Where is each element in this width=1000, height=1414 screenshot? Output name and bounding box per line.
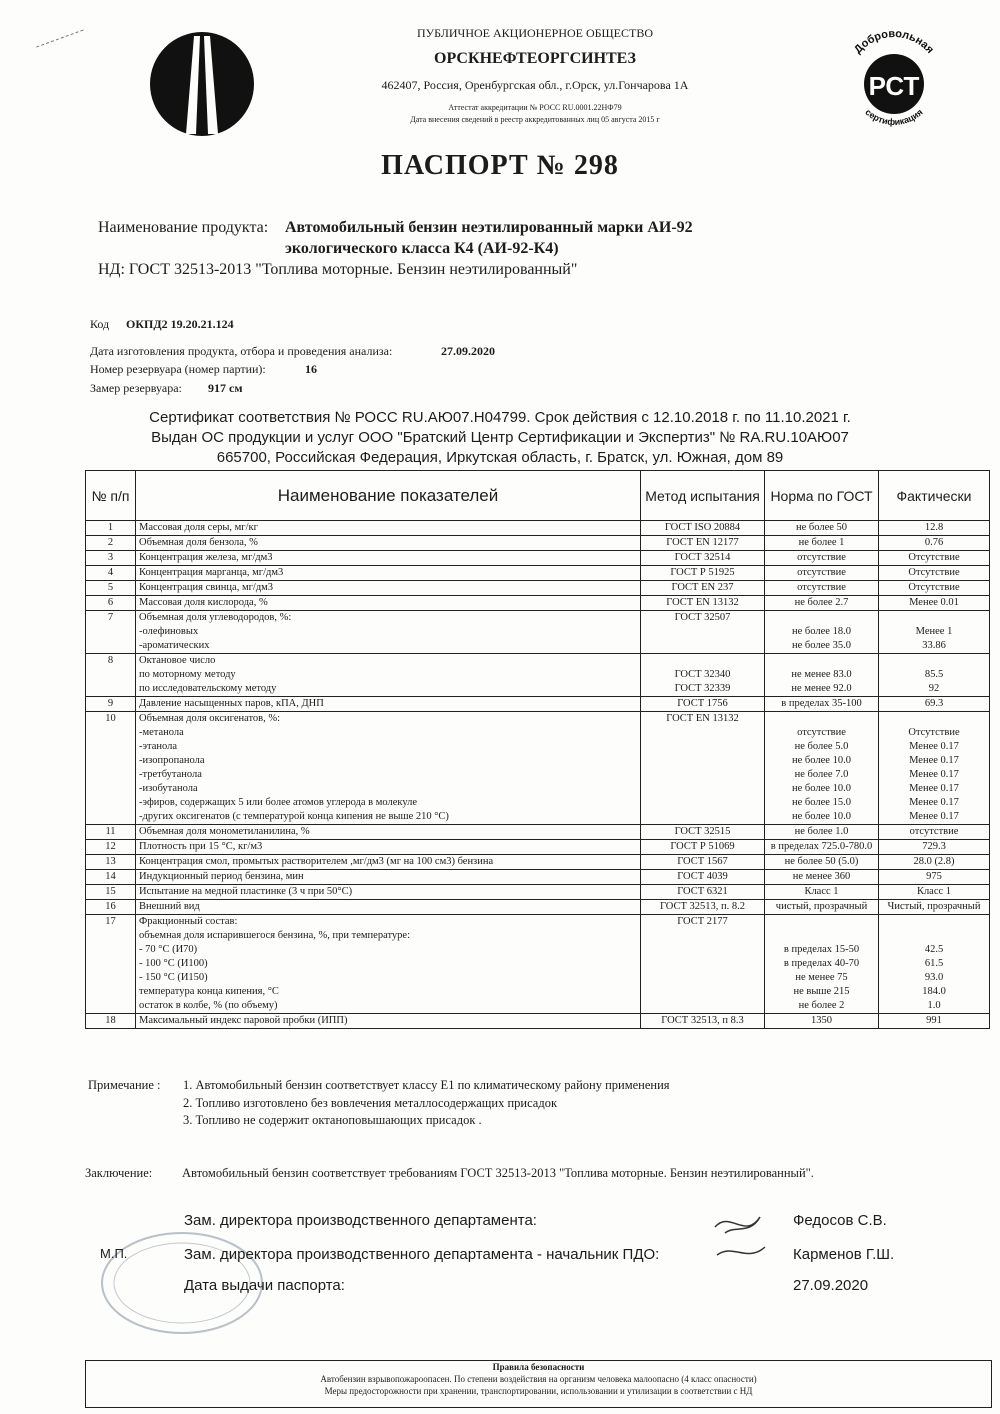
row-actual: Отсутствие Менее 0.17 Менее 0.17 Менее 0.17 Менее 0.17 Менее 0.17 Менее 0.17 [879, 712, 990, 825]
certification-logo [835, 22, 953, 140]
row-norm: в пределах 725.0-780.0 [765, 840, 879, 855]
row-actual: Менее 0.01 [879, 596, 990, 611]
row-norm: не более 18.0 не более 35.0 [765, 611, 879, 654]
table-row [86, 1014, 990, 1029]
row-num: 5 [86, 581, 136, 596]
conclusion-label: Заключение: [85, 1166, 153, 1180]
row-method: ГОСТ 6321 [641, 885, 765, 900]
header-num: № п/п [86, 471, 136, 521]
row-name: Внешний вид [136, 900, 641, 915]
cert-logo-mark: РСТ [868, 71, 920, 101]
date-value: 27.09.2020 [441, 344, 495, 358]
product-label: Наименование продукта: [98, 219, 269, 236]
row-actual: Менее 1 33.86 [879, 611, 990, 654]
safety-title: Правила безопасности [492, 1362, 585, 1372]
header-name: Наименование показателей [136, 471, 641, 521]
tank-label: Номер резервуара (номер партии): [90, 362, 266, 376]
cert-logo-top-text: Добровольная [852, 27, 937, 57]
row-norm: не более 1 [765, 536, 879, 551]
row-num: 12 [86, 840, 136, 855]
note-2: 2. Топливо изготовлено без вовлечения металлосодержащих присадок [183, 1096, 558, 1110]
note-3: 3. Топливо не содержит октаноповышающих присадок . [183, 1113, 482, 1127]
row-norm: 1350 [765, 1014, 879, 1029]
row-actual: 85.5 92 [879, 654, 990, 697]
row-actual: 42.5 61.5 93.0 184.0 1.0 [879, 915, 990, 1014]
safety-line-2: Меры предосторожности при хранении, транспортировании, использовании и утилизации в соответствии с НД [324, 1386, 753, 1396]
row-method: ГОСТ 32513, п. 8.2 [641, 900, 765, 915]
table-row [86, 551, 990, 566]
row-num: 3 [86, 551, 136, 566]
table-row [86, 596, 990, 611]
pen-mark [36, 30, 84, 49]
row-method: ГОСТ EN 13132 [641, 596, 765, 611]
row-num: 4 [86, 566, 136, 581]
safety-box [85, 1360, 992, 1408]
signer-1-role: Зам. директора производственного департамента: [184, 1212, 537, 1229]
row-name: Концентрация свинца, мг/дм3 [136, 581, 641, 596]
row-method: ГОСТ Р 51925 [641, 566, 765, 581]
row-norm: не более 50 (5.0) [765, 855, 879, 870]
row-method: ГОСТ 32513, п 8.3 [641, 1014, 765, 1029]
table-row [86, 611, 990, 654]
row-num: 17 [86, 915, 136, 1014]
row-actual: 12.8 [879, 521, 990, 536]
row-method: ГОСТ EN 237 [641, 581, 765, 596]
row-name: Объемная доля бензола, % [136, 536, 641, 551]
row-num: 18 [86, 1014, 136, 1029]
handwritten-signature [705, 1205, 775, 1270]
safety-line-1: Автобензин взрывопожароопасен. По степени воздействия на организм человека малоопасно (4 класс опасности) [320, 1374, 757, 1384]
row-actual: 975 [879, 870, 990, 885]
table-row [86, 536, 990, 551]
date-label: Дата изготовления продукта, отбора и проведения анализа: [90, 344, 393, 358]
row-actual: Чистый, прозрачный [879, 900, 990, 915]
table-row [86, 855, 990, 870]
table-row [86, 697, 990, 712]
signer-2-role: Зам. директора производственного департамента - начальник ПДО: [184, 1246, 660, 1263]
row-method: ГОСТ Р 51069 [641, 840, 765, 855]
conclusion-text: Автомобильный бензин соответствует требованиям ГОСТ 32513-2013 "Топлива моторные. Бензин неэтилированный". [182, 1166, 814, 1180]
row-norm: отсутствие [765, 581, 879, 596]
row-name: Максимальный индекс паровой пробки (ИПП) [136, 1014, 641, 1029]
certificate-line-2: Выдан ОС продукции и услуг ООО "Братский Центр Сертификации и Экспертиз" № RA.RU.10АЮ07 [151, 429, 849, 446]
row-method: ГОСТ 1567 [641, 855, 765, 870]
notes-label: Примечание : [88, 1078, 161, 1092]
tank-value: 16 [305, 362, 317, 376]
row-method: ГОСТ 32507 [641, 611, 765, 654]
certificate-line-1: Сертификат соответствия № РОСС RU.АЮ07.Н04799. Срок действия с 12.10.2018 г. по 11.10.2021 г. [149, 409, 851, 426]
gauge-value: 917 см [208, 381, 243, 395]
table-row [86, 581, 990, 596]
passport-title: ПАСПОРТ № 298 [381, 150, 619, 181]
company-logo [148, 30, 256, 138]
row-norm: отсутствие не более 5.0 не более 10.0 не более 7.0 не более 10.0 не более 15.0 не более 10.0 [765, 712, 879, 825]
svg-text:Добровольная [852, 28, 936, 56]
signer-1-name: Федосов С.В. [793, 1212, 887, 1229]
row-norm: в пределах 15-50 в пределах 40-70 не менее 75 не выше 215 не более 2 [765, 915, 879, 1014]
row-actual: Класс 1 [879, 885, 990, 900]
header-method: Метод испытания [641, 471, 765, 521]
row-actual: 729.3 [879, 840, 990, 855]
row-norm: в пределах 35-100 [765, 697, 879, 712]
code-label: Код [90, 317, 110, 331]
code-value: ОКПД2 19.20.21.124 [126, 317, 234, 331]
row-num: 11 [86, 825, 136, 840]
issue-date-value: 27.09.2020 [793, 1277, 869, 1294]
row-method: ГОСТ ISO 20884 [641, 521, 765, 536]
row-norm: не более 2.7 [765, 596, 879, 611]
product-nd: НД: ГОСТ 32513-2013 "Топлива моторные. Бензин неэтилированный" [98, 261, 578, 278]
row-name: Фракционный состав: объемная доля испарившегося бензина, %, при температуре: - 70 °С (И70) - 100 °С (И100) - 150 °С (И150) температура конца кипения, °С остаток в колбе, % (по объему) [136, 915, 641, 1014]
row-method: ГОСТ 32340 ГОСТ 32339 [641, 654, 765, 697]
row-actual: 991 [879, 1014, 990, 1029]
row-actual: Отсутствие [879, 551, 990, 566]
table-row [86, 870, 990, 885]
row-name: Массовая доля кислорода, % [136, 596, 641, 611]
row-method: ГОСТ 1756 [641, 697, 765, 712]
product-name-2: экологического класса К4 (АИ-92-К4) [285, 240, 559, 257]
row-name: Индукционный период бензина, мин [136, 870, 641, 885]
row-method: ГОСТ 4039 [641, 870, 765, 885]
row-method: ГОСТ EN 12177 [641, 536, 765, 551]
table-row [86, 840, 990, 855]
row-norm: не менее 83.0 не менее 92.0 [765, 654, 879, 697]
row-num: 8 [86, 654, 136, 697]
row-norm: отсутствие [765, 566, 879, 581]
certificate-line-3: 665700, Российская Федерация, Иркутская область, г. Братск, ул. Южная, дом 89 [216, 449, 784, 466]
row-num: 10 [86, 712, 136, 825]
row-num: 14 [86, 870, 136, 885]
row-actual: Отсутствие [879, 581, 990, 596]
row-actual: 28.0 (2.8) [879, 855, 990, 870]
table-row [86, 915, 990, 1014]
row-method: ГОСТ 32515 [641, 825, 765, 840]
row-norm: чистый, прозрачный [765, 900, 879, 915]
row-norm: Класс 1 [765, 885, 879, 900]
row-norm: не более 50 [765, 521, 879, 536]
gauge-label: Замер резервуара: [90, 381, 182, 395]
row-norm: отсутствие [765, 551, 879, 566]
row-num: 15 [86, 885, 136, 900]
row-method: ГОСТ EN 13132 [641, 712, 765, 825]
row-num: 9 [86, 697, 136, 712]
row-num: 2 [86, 536, 136, 551]
row-actual: Отсутствие [879, 566, 990, 581]
accreditation: Аттестат аккредитации № РОСС RU.0001.22НФ79 [448, 103, 622, 112]
row-name: Октановое число по моторному методу по исследовательскому методу [136, 654, 641, 697]
row-norm: не более 1.0 [765, 825, 879, 840]
issue-date-label: Дата выдачи паспорта: [184, 1277, 345, 1294]
row-num: 7 [86, 611, 136, 654]
row-name: Объемная доля оксигенатов, %: -метанола -этанола -изопропанола -третбутанола -изобутанола -эфиров, содержащих 5 или более атомов углерода в молекуле -других оксигенатов (с температурой конца кипения не выше 210 °С) [136, 712, 641, 825]
signer-2-name: Карменов Г.Ш. [793, 1246, 895, 1263]
row-name: Испытание на медной пластинке (3 ч при 50°С) [136, 885, 641, 900]
row-name: Концентрация смол, промытых растворителем ,мг/дм3 (мг на 100 см3) бензина [136, 855, 641, 870]
row-name: Концентрация железа, мг/дм3 [136, 551, 641, 566]
company-name: ОРСКНЕФТЕОРГСИНТЕЗ [434, 50, 636, 67]
row-actual: 69.3 [879, 697, 990, 712]
table-row [86, 521, 990, 536]
note-1: 1. Автомобильный бензин соответствует классу Е1 по климатическому району применения [183, 1078, 670, 1092]
row-name: Объемная доля монометиланилина, % [136, 825, 641, 840]
row-name: Давление насыщенных паров, кПА, ДНП [136, 697, 641, 712]
row-method: ГОСТ 32514 [641, 551, 765, 566]
table-row [86, 825, 990, 840]
row-num: 6 [86, 596, 136, 611]
row-name: Объемная доля углеводородов, %: -олефиновых -ароматических [136, 611, 641, 654]
table-row [86, 900, 990, 915]
row-method: ГОСТ 2177 [641, 915, 765, 1014]
row-name: Массовая доля серы, мг/кг [136, 521, 641, 536]
header-actual: Фактически [879, 471, 990, 521]
row-num: 16 [86, 900, 136, 915]
row-name: Плотность при 15 °С, кг/м3 [136, 840, 641, 855]
row-num: 13 [86, 855, 136, 870]
table-row [86, 654, 990, 697]
mp-mark: М.П. [100, 1246, 128, 1261]
registry-date: Дата внесения сведений в реестр аккредитованных лиц 05 августа 2015 г [410, 115, 660, 124]
cert-logo-bottom-text: сертификация [863, 106, 925, 128]
row-num: 1 [86, 521, 136, 536]
row-actual: отсутствие [879, 825, 990, 840]
row-norm: не менее 360 [765, 870, 879, 885]
product-name-1: Автомобильный бензин неэтилированный марки АИ-92 [285, 219, 693, 236]
table-row [86, 885, 990, 900]
company-address: 462407, Россия, Оренбургская обл., г.Орск, ул.Гончарова 1А [381, 78, 689, 92]
table-row [86, 712, 990, 825]
table-row [86, 566, 990, 581]
row-name: Концентрация марганца, мг/дм3 [136, 566, 641, 581]
org-type: ПУБЛИЧНОЕ АКЦИОНЕРНОЕ ОБЩЕСТВО [416, 26, 653, 40]
quality-table [85, 470, 990, 1029]
row-actual: 0.76 [879, 536, 990, 551]
header-norm: Норма по ГОСТ [765, 471, 879, 521]
